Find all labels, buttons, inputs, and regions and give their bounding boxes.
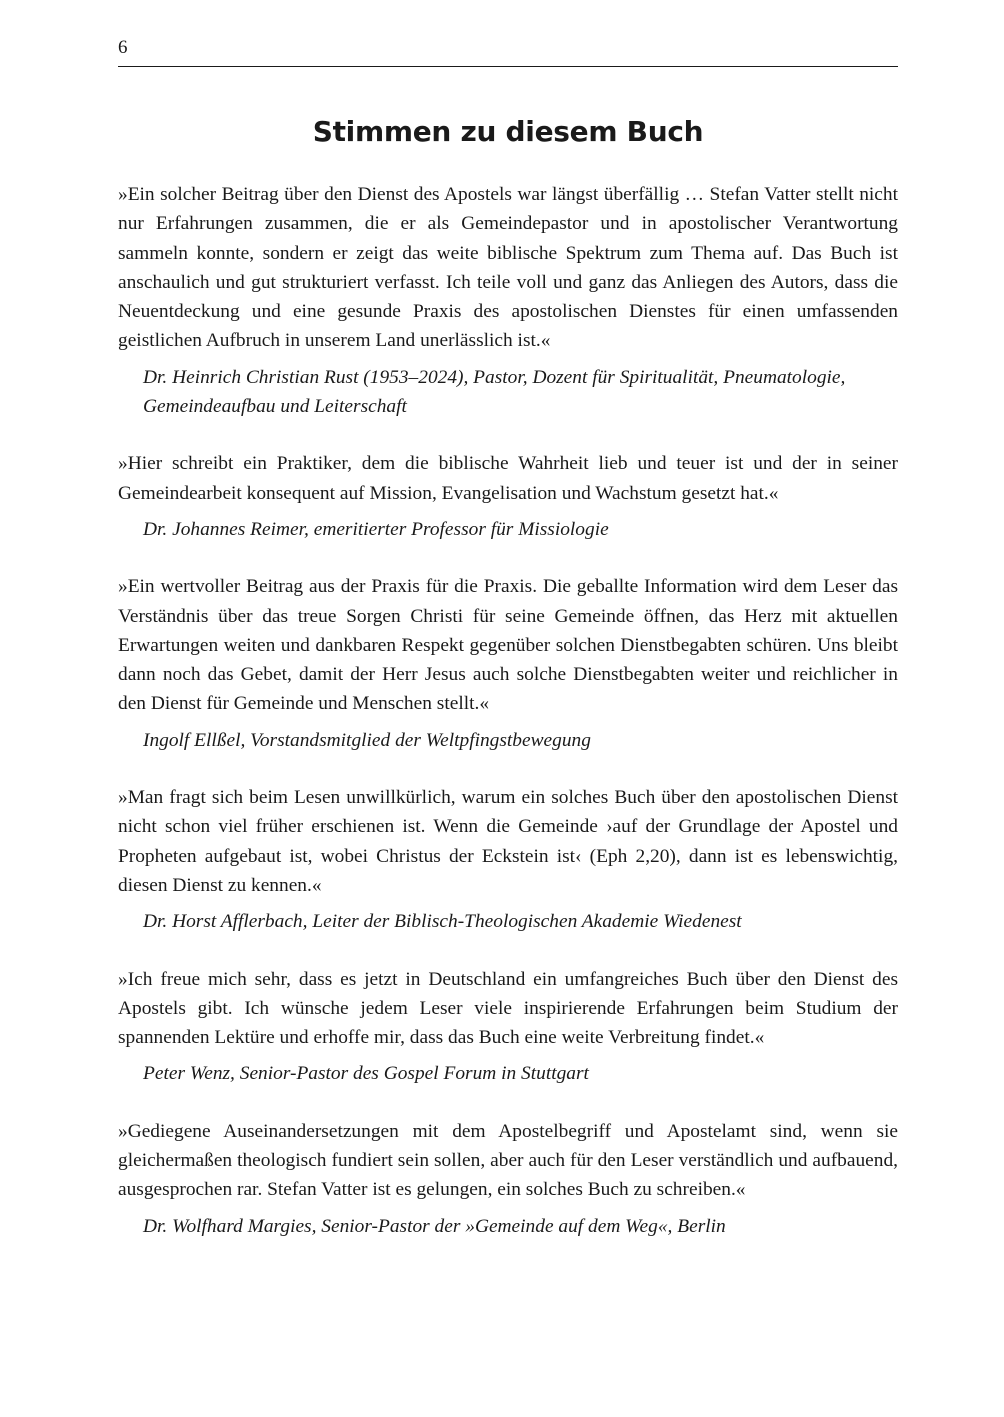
header-rule [118, 66, 898, 67]
testimonial [118, 180, 898, 421]
testimonial [118, 572, 898, 755]
testimonials-list [118, 180, 898, 1269]
testimonial-quote: »Hier schreibt ein Praktiker, dem die biblische Wahrheit lieb und teuer ist und der in seiner Gemeindearbeit konsequent auf Mission, Evangelisation und Wachstum gesetzt hat.« [118, 453, 898, 504]
testimonial-quote: »Man fragt sich beim Lesen unwillkürlich, warum ein solches Buch über den apostolischen Dienst nicht schon viel früher erschienen ist. Wenn die Gemeinde ›auf der Grundlage der Apostel und Propheten aufgebaut ist, wobei Christus der Eckstein ist‹ (Eph 2,20), dann ist es lebenswichtig, diesen Dienst zu kennen.« [118, 787, 898, 896]
testimonial-attribution: Dr. Wolfhard Margies, Senior-Pastor der »Gemeinde auf dem Weg«, Berlin [143, 1215, 726, 1237]
testimonial [118, 1117, 898, 1241]
testimonial [118, 965, 898, 1089]
testimonial-attribution: Dr. Horst Afflerbach, Leiter der Biblisch-Theologischen Akademie Wiedenest [143, 911, 742, 933]
testimonial-attribution: Dr. Johannes Reimer, emeritierter Professor für Missiologie [143, 518, 609, 540]
testimonial [118, 449, 898, 544]
page-number: 6 [118, 37, 128, 58]
testimonial [118, 783, 898, 936]
testimonial-attribution: Ingolf Ellßel, Vorstandsmitglied der Weltpfingstbewegung [143, 729, 591, 751]
testimonial-attribution: Peter Wenz, Senior-Pastor des Gospel Forum in Stuttgart [143, 1063, 589, 1085]
testimonial-quote: »Gediegene Auseinandersetzungen mit dem Apostelbegriff und Apostelamt sind, wenn sie gleichermaßen theologisch fundiert sein sollen, aber auch für den Leser verständlich und aufbauend, ausgesprochen rar. Stefan Vatter ist es gelungen, ein solches Buch zu schreiben.« [118, 1120, 898, 1201]
page-title: Stimmen zu diesem Buch [312, 115, 704, 148]
testimonial-quote: »Ein solcher Beitrag über den Dienst des Apostels war längst überfällig … Stefan Vatter stellt nicht nur Erfahrungen zusammen, die er als Gemeindepastor und in apostolischer Verantwortung sammeln konnte, sondern er zeigt das weite biblische Spektrum zum Thema auf. Das Buch ist anschaulich und gut strukturiert verfasst. Ich teile voll und ganz das Anliegen des Autors, dass die Neuentdeckung und eine gesunde Praxis des apostolischen Dienstes für einen umfassenden geistlichen Aufbruch in unserem Land unerlässlich ist.« [118, 184, 898, 352]
testimonial-quote: »Ich freue mich sehr, dass es jetzt in Deutschland ein umfangreiches Buch über den Dienst des Apostels gibt. Ich wünsche jedem Leser viele inspirierende Erfahrungen beim Studium der spannenden Lektüre und erhoffe mir, dass das Buch eine weite Verbreitung findet.« [118, 968, 898, 1049]
testimonial-attribution: Dr. Heinrich Christian Rust (1953–2024), Pastor, Dozent für Spiritualität, Pneumatologie, Gemeindeaufbau und Leiterschaft [143, 366, 846, 418]
testimonial-quote: »Ein wertvoller Beitrag aus der Praxis für die Praxis. Die geballte Information wird dem Leser das Verständnis über das treue Sorgen Christi für seine Gemeinde öffnen, das Herz mit aktuellen Erwartungen weiten und dankbaren Respekt gegenüber solchen Dienstbegabten schüren. Uns bleibt dann noch das Gebet, damit der Herr Jesus auch solche Dienstbegabten weiter und reichlicher in den Dienst für Gemeinde und Menschen stellt.« [118, 576, 898, 715]
